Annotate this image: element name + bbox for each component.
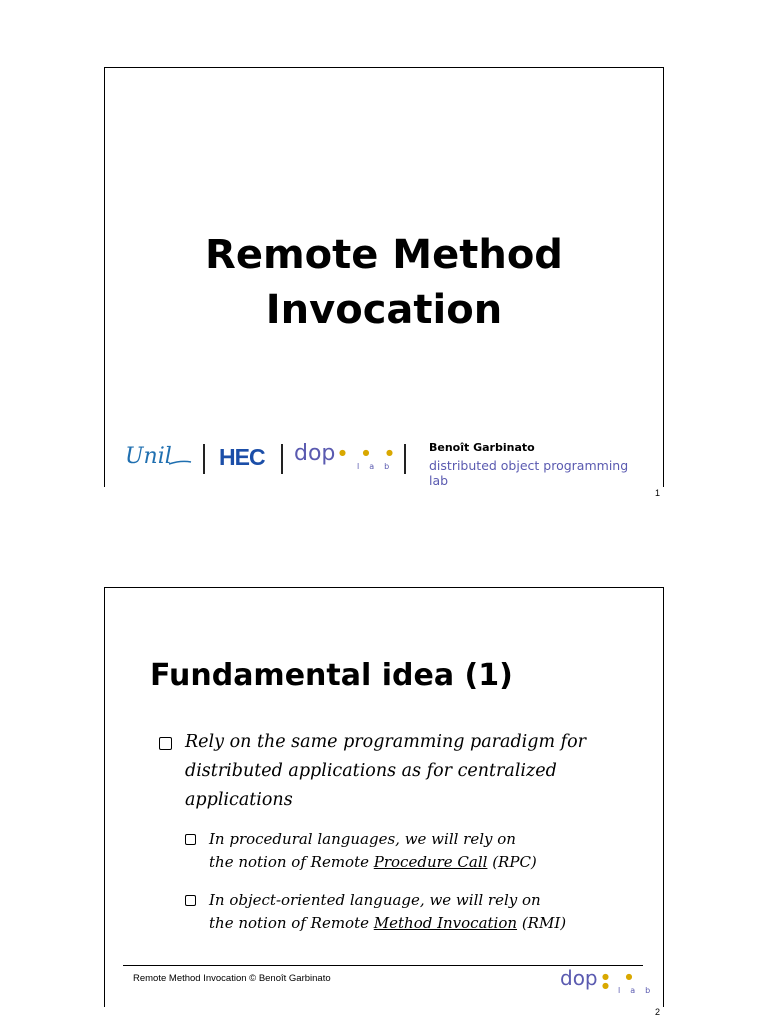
dop-dots-icon: ● ● ● bbox=[339, 448, 401, 457]
lab-name: distributed object programming lab bbox=[429, 458, 629, 488]
sub-bullet-line1: In procedural languages, we will rely on bbox=[209, 830, 516, 848]
title-line-2: Invocation bbox=[265, 287, 503, 333]
slide-title: Fundamental idea (1) bbox=[150, 658, 513, 693]
divider bbox=[404, 444, 406, 474]
unil-swoosh-icon bbox=[121, 438, 201, 474]
logo-bar bbox=[121, 438, 651, 488]
bullet-text: Rely on the same programming paradigm for distributed applications as for centralized applications bbox=[185, 732, 586, 810]
checkbox-bullet-icon bbox=[159, 737, 172, 750]
divider bbox=[281, 444, 283, 474]
sub-bullet-pre: the notion of Remote bbox=[209, 853, 374, 871]
sub-bullet-rpc bbox=[185, 828, 625, 874]
page-number: 1 bbox=[654, 488, 660, 498]
footer-dop-logo: dop bbox=[560, 966, 598, 990]
slide-1 bbox=[104, 67, 664, 487]
checkbox-bullet-icon bbox=[185, 895, 196, 906]
bullet-main bbox=[159, 728, 629, 815]
divider bbox=[203, 444, 205, 474]
method-invocation-term: Method Invocation bbox=[373, 914, 518, 932]
sub-bullet-post: (RMI) bbox=[517, 914, 567, 932]
author-name: Benoît Garbinato bbox=[429, 441, 535, 454]
slide-title bbox=[105, 228, 663, 338]
dop-dots-icon: ● ● ● bbox=[602, 972, 640, 990]
sub-bullet-post: (RPC) bbox=[487, 853, 537, 871]
page-number: 2 bbox=[654, 1007, 660, 1017]
sub-bullet-line1: In object-oriented language, we will rely on bbox=[209, 891, 541, 909]
hec-logo: HEC bbox=[219, 444, 265, 470]
unil-logo: Unil bbox=[125, 444, 172, 469]
title-line-1: Remote Method bbox=[205, 232, 563, 278]
dop-lab-text: lab bbox=[618, 986, 661, 995]
procedure-call-term: Procedure Call bbox=[373, 853, 488, 871]
sub-bullet-rmi bbox=[185, 889, 625, 935]
slide-2 bbox=[104, 587, 664, 1007]
checkbox-bullet-icon bbox=[185, 834, 196, 845]
footer-text: Remote Method Invocation © Benoît Garbinato bbox=[133, 973, 331, 984]
dop-lab-text: lab bbox=[357, 462, 400, 471]
sub-bullet-pre: the notion of Remote bbox=[209, 914, 374, 932]
dop-logo: dop bbox=[294, 441, 336, 466]
